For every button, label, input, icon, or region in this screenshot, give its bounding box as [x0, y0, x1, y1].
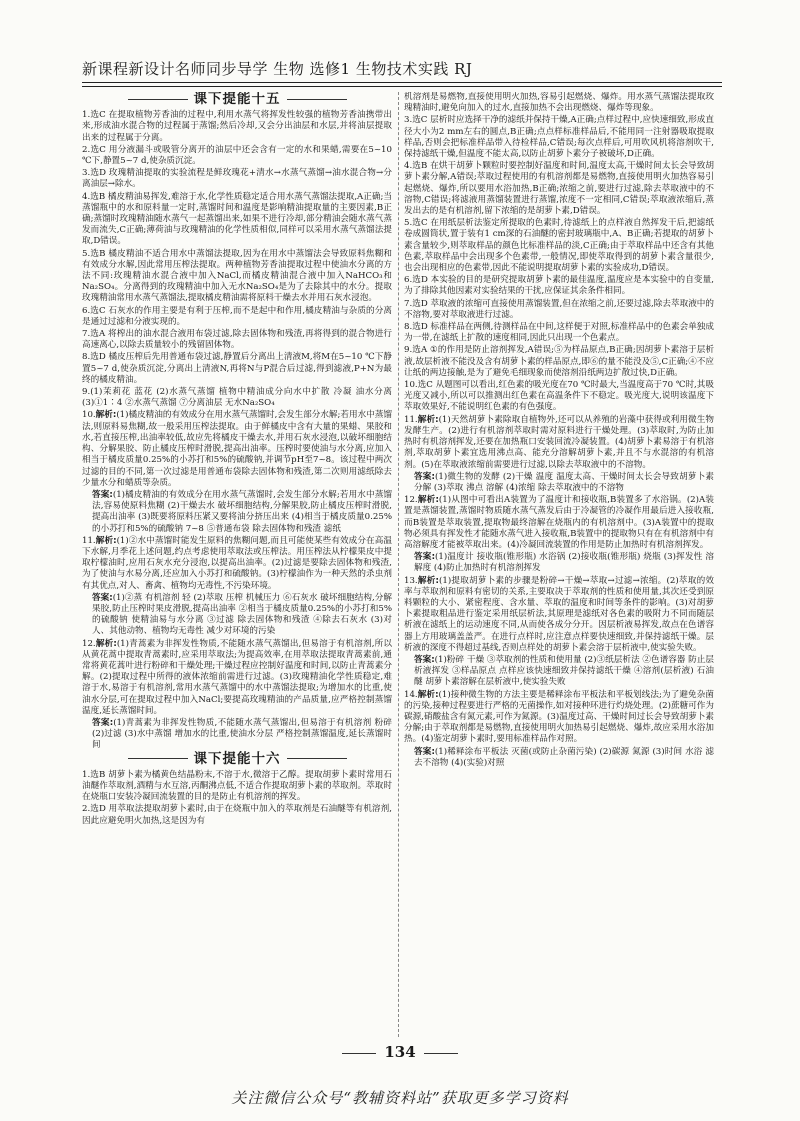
item-text: 选B 胡萝卜素为橘黄色结晶粉末,不溶于水,微溶于乙醇。提取胡萝卜素时常用石油醚作萃取剂,酒精与水互溶,丙酮沸点低,不适合作提取胡萝卜素的萃取剂。萃取时在烧瓶口安装冷凝回流装置的目的是防止有机溶剂的挥发。: [82, 769, 392, 803]
section-title-2-text: 课下提能十六: [193, 750, 281, 767]
answer-text: [92, 490, 392, 535]
item-text: 选A ①的作用是防止溶剂挥发,A错误;⑤为样品原点,B正确;因胡萝卜素溶于层析液,故层析液不能没及含有胡萝卜素的样品原点,即⑥的量不能没及⑤,C正确;④不应让纸的两边接触,是为了避免毛细现象而使溶剂沿纸两边扩散过快,D正确。: [404, 345, 714, 378]
section-title: [82, 94, 392, 105]
answer-item: [404, 322, 714, 344]
item-number: 1.: [82, 769, 91, 780]
answer-item: [82, 110, 392, 144]
item-text: 机溶剂是易燃物,直接使用明火加热,容易引起燃烧、爆炸。用水蒸气蒸馏法提取玫瑰精油时,避免向加入的过水,直接加热不会出现燃烧、爆炸等现象。: [404, 92, 714, 114]
item-text: 选B 橘皮精油不适合用水中蒸馏法提取,因为在用水中蒸馏法会导致原料焦糊和有效成分水解,因此常用压榨法提取。两种植物芳香油提取过程中使油水分离的方法不同:玫瑰精油水混合液中加入NaCl,而橘皮精油混合液中加入NaHCO₃和Na₂SO₄。分离得到的玫瑰精油中加入无水Na₂SO₄是为了去除其中的水分。提取玫瑰精油常用水蒸气蒸馏法,提取橘皮精油需将原料干燥去水并用石灰水浸泡。: [82, 248, 392, 304]
item-number: 9.: [404, 345, 413, 356]
item-number: 9.: [82, 387, 91, 398]
answer-text: [414, 747, 714, 769]
answer-item: [404, 218, 714, 274]
item-text: 选D 橘皮压榨后先用普通布袋过滤,静置后分离出上清液M,将M在5~10 ℃下静置5~7 d,使杂质沉淀,分离出上清液N,再将N与P混合后过滤,得到滤液,P+N为最终的橘皮精油。: [82, 352, 392, 385]
item-text: (1)②蒸 有机溶剂 轻 (2)萃取 压榨 机械压力 ⑥石灰水 破坏细胞结构,分解果胶,防止压榨时果皮滑脱,提高出油率 ②相当于橘皮质量0.25%的小苏打和5%的硫酸钠 使精油易与水分离 ③过滤 除去固体物和残渣 ④除去石灰水 (3)对人、其他动物、植物均无毒性 减少对环境的污染: [92, 592, 392, 637]
answer-item: [82, 192, 392, 248]
item-text: (1)接种微生物的方法主要是稀释涂布平板法和平板划线法;为了避免杂菌的污染,接种过程要进行严格的无菌操作,如对接种环进行灼烧处理。(2)蔗糖可作为碳源,硝酸盐含有氮元素,可作为氮源。(3)温度过高、干燥时间过长会导致胡萝卜素分解;由于萃取剂都是易燃物,直接使用明火加热易引起燃烧、爆炸,故应采用水浴加热。(4)鉴定胡萝卜素时,要用标准样品作对照。: [404, 689, 714, 745]
analysis-label: 解析:: [95, 535, 117, 546]
item-number: 7.: [82, 329, 91, 340]
answer-text: [414, 655, 714, 689]
answer-list-right: [404, 92, 714, 769]
answer-text: [92, 593, 392, 638]
answer-text: [414, 552, 714, 574]
answer-item: [82, 249, 392, 305]
item-text: 选D 用萃取法提取胡萝卜素时,由于在烧瓶中加入的萃取剂是石油醚等有机溶剂,因此应避免明火加热,这是因为有: [82, 804, 392, 826]
answer-item: [82, 168, 392, 190]
item-text: 选D 本实验的目的是研究提取胡萝卜素的最佳温度,温度应是本实验中的自变量,为了排除其他因素对实验结果的干扰,应保证其余条件相同。: [404, 275, 714, 297]
item-text: 选B 在烘干胡萝卜颗粒时要控制好温度和时间,温度太高,干燥时间太长会导致胡萝卜素分解,A错误;萃取过程使用的有机溶剂都是易燃物,直接使用明火加热容易引起燃烧、爆炸,所以要用水浴加热,B正确;浓缩之前,要进行过滤,除去萃取液中的不溶物,C错误;将滤液用蒸馏装置进行蒸馏,浓度不一定相同,C错误;萃取液浓缩后,蒸发出去的是有机溶剂,留下浓缩的是胡萝卜素,D错误。: [404, 161, 714, 217]
item-text: (1)橘皮精油的有效成分在用水蒸气蒸馏时,会发生部分水解;若用水中蒸馏法,容易使原料焦糊 (2)干燥去水 破坏细胞结构,分解果胶,防止橘皮压榨时滑脱,提高出油率 (3)既要将原料压紧又要将油分挤压出来 (4)相当于橘皮质量0.25%的小苏打和5%的硫酸钠 7~8 ⑤普通布袋 除去固体物和残渣 滤纸: [92, 489, 392, 534]
answer-list: [82, 110, 392, 751]
analysis-label: 解析:: [95, 410, 117, 421]
item-number: 10.: [404, 380, 418, 391]
item-text: 选D 玫瑰精油提取的实验流程是鲜玫瑰花+清水→水蒸气蒸馏→油水混合物→分离油层→除水。: [82, 168, 392, 190]
answer-item: [404, 115, 714, 160]
answer-label: 答案:: [92, 489, 113, 500]
item-number: 13.: [404, 575, 418, 586]
item-text: 选A 将榨出的油水混合液用布袋过滤,除去固体物和残渣,再将得到的混合物进行高速离心,以除去质量较小的残留固体物。: [82, 329, 392, 351]
item-number: 11.: [82, 535, 96, 546]
left-column: [82, 92, 392, 1037]
section-title-text: 课下提能十五: [193, 92, 281, 107]
analysis-label: 解析:: [417, 495, 439, 506]
item-number: 2.: [82, 804, 91, 815]
item-number: 1.: [82, 110, 91, 121]
item-text: 选C 用分液漏斗或吸管分离开的油层中还会含有一定的水和果蜡,需要在5~10 ℃下,静置5~7 d,使杂质沉淀。: [82, 144, 392, 167]
item-text: 选C 层析时应选择干净的滤纸并保持干燥,A正确;点样过程中,应快速细致,形成直径大小为2 mm左右的圆点,B正确;点点样标准样品后,不能用同一注射器吸取提取样品,否则会把标准样品带入待检样品,C错误;每次点样后,可用吹风机将溶剂吹干,保持滤纸干燥,但温度不能太高,以防止胡萝卜素分子被破坏,D正确。: [404, 115, 714, 160]
item-text: (1)②水中蒸馏时能发生原料的焦糊问题,而且可能使某些有效成分在高温下水解,月季花上述问题,约点考虑使用萃取法或压榨法。用压榨法从柠檬果皮中提取柠檬油时,应用石灰水充分浸泡,以提高出油率。(2)过滤是要除去固体物和残渣,为了使油与水易分离,还应加入小苏打和硫酸钠。(3)柠檬油作为一种天然的杀虫剂有其优点,对人、畜禽、植物均无毒性,不污染环境。: [82, 535, 392, 591]
item-number: 11.: [404, 414, 418, 425]
running-header: 新课程新设计名师同步导学 生物 选修1 生物技术实践 RJ: [82, 60, 473, 78]
item-text: (1)橘皮精油的有效成分在用水蒸气蒸馏时,会发生部分水解;若用水中蒸馏法,则原料易焦糊,故一般采用压榨法提取。由于鲜橘皮中含有大量的果蜡、果胶和水,若直接压榨,出油率较低,故应先将橘皮干燥去水,并用石灰水浸泡,以破坏细胞结构、分解果胶、防止橘皮压榨时滑脱,提高出油率。压榨时要使油与水分离,应加入相当于橘皮质量0.25%的小苏打和5%的硫酸钠,并调节pH至7~8。该过程中两次过滤的目的不同,第一次过滤是用普通布袋除去固体物和残渣,第二次则用滤纸除去少量水分和蜡质等杂质。: [82, 410, 392, 488]
item-number: 4.: [82, 191, 91, 202]
answer-item: [82, 387, 392, 409]
answer-item: [82, 536, 392, 592]
analysis-label: 解析:: [417, 689, 439, 700]
item-number: 8.: [82, 352, 91, 363]
item-number: 3.: [404, 115, 413, 126]
answer-item: [82, 410, 392, 488]
analysis-label: 解析:: [417, 575, 439, 586]
page-number: [0, 1043, 800, 1061]
item-text: (1)青蒿素为非挥发性物质,不能随水蒸气蒸馏出,但易溶于有机溶剂 粉碎 (2)过滤 (3)水中蒸馏 增加水的比重,使油水分层 严格控制蒸馏温度,延长蒸馏时间: [92, 717, 392, 751]
answer-label: 答案:: [414, 552, 436, 563]
section-title-2: [82, 750, 392, 767]
answer-item: [82, 145, 392, 167]
item-number: 14.: [404, 689, 418, 700]
answer-text: [414, 472, 714, 494]
answer-item: [82, 306, 392, 328]
answer-label: 答案:: [414, 654, 435, 665]
answer-item: [82, 352, 392, 386]
item-text: (1)微生物的发酵 (2)干燥 温度 温度太高、干燥时间太长会导致胡萝卜素分解 (3)萃取 沸点 溶解 (4)浓缩 除去萃取液中的不溶物: [414, 471, 714, 493]
answer-item: [404, 415, 714, 471]
item-text: (1)天然胡萝卜素除取自植物外,还可以从养殖的岩藻中获得或利用微生物发酵生产。(2)进行有机溶剂萃取时需对原料进行干燥处理。(3)萃取时,为防止加热时有机溶剂挥发,还要在加热瓶口安装回流冷凝装置。(4)胡萝卜素易溶于有机溶剂,萃取胡萝卜素宜选用沸点高、能充分溶解胡萝卜素,并且不与水混溶的有机溶剂。(5)在萃取液浓缩前需要进行过滤,以除去萃取液中的不溶物。: [404, 414, 714, 470]
item-text: (1)茉莉花 蓝花 (2)水蒸气蒸馏 植物中精油成分向水中扩散 冷凝 油水分离 (3)①1∶4 ②水蒸气蒸馏 ⑦分离油层 无水Na₂SO₄: [82, 387, 392, 409]
answer-item: [404, 576, 714, 654]
item-number: 6.: [82, 305, 91, 316]
header-rule: [82, 82, 722, 83]
footer-note: 关注微信公众号“教辅资料站”获取更多学习资料: [231, 1089, 569, 1107]
answer-label: 答案:: [414, 746, 435, 757]
item-text: 选D 标准样品在两侧,待测样品在中间,这样便于对照,标准样品中的色素会单独成为一带,在滤纸上扩散的速度相同,因此只出现一个色素点。: [404, 322, 714, 344]
item-text: 选C 在用纸层析法鉴定所提取的色素时,待滤纸上的点样液自然挥发干后,把滤纸卷成圆筒状,置于装有1 cm深的石油醚的密封玻璃瓶中,A、B正确;若提取的胡萝卜素含量较少,则萃取样品的颜色比标准样品的淡,C正确;由于萃取样品中还含有其他色素,萃取样品中会出现多个色素带,一般情况,即使萃取得到的胡萝卜素含量很少,也会出现相应的色素带,因此不能说明提取胡萝卜素的实验成功,D错误。: [404, 218, 714, 274]
answer-item: [404, 380, 714, 414]
answer-item: [404, 299, 714, 321]
item-text: 选C 从题图可以看出,红色素的吸光度在70 ℃时最大,当温度高于70 ℃时,其吸光度又减小,所以可以推测出红色素在高温条件下不稳定。吸光度大,说明该温度下萃取效果好,不能说明红色素的有色强度。: [404, 380, 714, 413]
item-number: 10.: [82, 410, 96, 421]
answer-item: [404, 495, 714, 551]
item-text: (1)稀释涂布平板法 灭菌(或防止杂菌污染) (2)碳源 氮源 (3)时间 水浴 滤去不溶物 (4)(实验)对照: [414, 746, 714, 768]
item-text: (1)粉碎 干燥 ③萃取剂的性质和使用量 (2)③纸层析法 ②色谱容器 防止层析液挥发 ③样品原点 点样应该快速细致并保持滤纸干燥 ④溶剂(层析液) 石油醚 胡萝卜素溶解在层析液中,使实验失败: [414, 654, 714, 688]
answer-item: [404, 275, 714, 297]
item-text: (1)青蒿素为非挥发性物质,不能随水蒸气蒸馏出,但易溶于有机溶剂,所以从黄花蒿中提取青蒿素时,应采用萃取法;为提高效率,在用萃取法提取青蒿素前,通常将黄花蒿叶进行粉碎和干燥处理;干燥过程应控制好温度和时间,以防止青蒿素分解。(2)提取过程中所得的液体浓缩前需进行过滤。(3)玫瑰精油化学性质稳定,难溶于水,易溶于有机溶剂,常用水蒸气蒸馏中的水中蒸馏法提取;为增加水的比重,使油水分层,可在提取过程中加入NaCl;要提高玫瑰精油的产品质量,应严格控制蒸馏温度,延长蒸馏时间。: [82, 638, 392, 716]
item-number: 6.: [404, 275, 413, 286]
item-number: 4.: [404, 161, 413, 172]
answer-item: [82, 329, 392, 351]
item-number: 12.: [82, 638, 96, 649]
analysis-label: 解析:: [417, 414, 439, 425]
item-text: 选C 石灰水的作用主要是有利于压榨,而不是起中和作用,橘皮精油与杂质的分离是通过过滤和分液实现的。: [82, 305, 392, 327]
answer-item: [82, 639, 392, 717]
analysis-label: 解析:: [95, 638, 117, 649]
answer-item: [404, 92, 714, 114]
item-text: (1)提取胡萝卜素的步骤是粉碎→干燥→萃取→过滤→浓缩。(2)萃取的效率与萃取剂和原料有密切的关系,主要取决于萃取剂的性质和使用量,其次还受到原料颗粒的大小、紧密程度、含水量、萃取的温度和时间等条件的影响。(3)对胡萝卜素提取粗品进行鉴定采用纸层析法,其原理是滤纸对各色素的吸附力不同而随层析液在滤纸上的运动速度不同,从而使各成分分开。因层析液易挥发,故点在色谱容器上方用玻璃盖盖严。在进行点样时,应注意点样要快速细致,并保持滤纸干燥。层析液的深度不得超过基线,否则点样处的胡萝卜素会溶于层析液中,使实验失败。: [404, 575, 714, 653]
item-number: 5.: [82, 248, 91, 259]
item-text: (1)从图中可看出A装置为了温度计和接收瓶,B装置多了水浴锅。(2)A装置是蒸馏装置,蒸馏时物质随水蒸气蒸发后由于冷凝管的冷凝作用最后进入接收瓶,而B装置是萃取装置,提取物最终溶解在烧瓶内的有机溶剂中。(3)A装置中的提取物必须具有挥发性才能随水蒸气进入接收瓶,B装置中的提取物只有在有机溶剂中有高溶解度才能被萃取出来。(4)冷凝回流装置的作用是防止加热时有机溶剂挥发。: [404, 495, 714, 550]
item-number: 12.: [404, 495, 418, 506]
item-number: 2.: [82, 144, 91, 155]
right-column: [404, 92, 714, 1037]
answer-label: 答案:: [92, 717, 114, 728]
answer-list-2: [82, 770, 392, 827]
answer-item: [404, 690, 714, 746]
item-text: 选B 橘皮精油易挥发,难溶于水,化学性质稳定适合用水蒸气蒸馏法提取,A正确;当蒸馏瓶中的水和原料量一定时,蒸馏时间和温度是影响精油提取量的主要因素,B正确;蒸馏时玫瑰精油随水蒸气一起蒸馏出来,如果不进行冷却,部分精油会随水蒸气蒸发而流失,C正确;薄荷油与玫瑰精油的化学性质相似,同样可以采用水蒸气蒸馏法提取,D错误。: [82, 191, 392, 247]
item-text: (1)温度计 接收瓶(锥形瓶) 水浴锅 (2)接收瓶(锥形瓶) 烧瓶 (3)挥发性 溶解度 (4)防止加热时有机溶剂挥发: [414, 552, 714, 574]
header-rule-thin: [82, 86, 722, 87]
answer-label: 答案:: [414, 471, 435, 482]
answer-item: [404, 345, 714, 379]
answer-text: [92, 718, 392, 752]
answer-item: [82, 804, 392, 826]
item-number: 3.: [82, 168, 91, 179]
answer-label: 答案:: [92, 592, 113, 603]
item-number: 8.: [404, 322, 413, 333]
answer-item: [82, 770, 392, 804]
item-text: 选C 在提取植物芳香油的过程中,利用水蒸气将挥发性较强的植物芳香油携带出来,形成油水混合物的过程属于蒸馏;然后冷却,又会分出油层和水层,并将油层提取出来的过程属于分离。: [82, 110, 392, 143]
item-text: 选D 萃取液的浓缩可直接使用蒸馏装置,但在浓缩之前,还要过滤,除去萃取液中的不溶物,要对萃取液进行过滤。: [404, 298, 714, 320]
page-number-text: 134: [384, 1043, 416, 1061]
item-number: 5.: [404, 218, 413, 229]
item-number: 7.: [404, 298, 413, 309]
column-divider: [398, 92, 399, 1037]
answer-item: [404, 161, 714, 217]
